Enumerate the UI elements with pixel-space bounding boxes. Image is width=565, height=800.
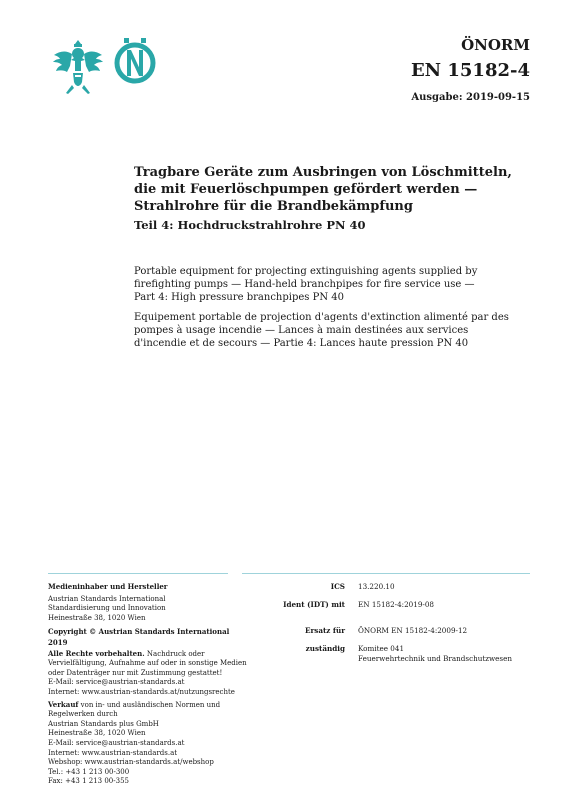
- sales-bold: Verkauf: [48, 699, 79, 709]
- english-title-line: Part 4: High pressure branchpipes PN 40: [134, 292, 344, 303]
- committee-name: Feuerwehrtechnik und Brandschutzwesen: [358, 653, 513, 663]
- french-title-line: pompes à usage incendie — Lances à main destinées aux services: [134, 325, 469, 336]
- contact-email: E-Mail: service@austrian-standards.at: [48, 678, 185, 687]
- publisher-line: Standardisierung und Innovation: [48, 604, 166, 613]
- french-title-line: d'incendie et de secours — Partie 4: Lances haute pression PN 40: [134, 338, 469, 349]
- ident-label: Ident (IDT) mit: [283, 600, 345, 609]
- english-title-line: Portable equipment for projecting extinguishing agents supplied by: [134, 266, 478, 277]
- standard-label: ÖNORM: [461, 36, 530, 54]
- german-part-title: Teil 4: Hochdruckstrahlrohre PN 40: [134, 218, 366, 232]
- sales-text: von in- und ausländischen Normen und Regelwerken durch: [48, 700, 221, 719]
- ersatz-label: Ersatz für: [305, 626, 345, 635]
- ics-value: 13.220.10: [358, 582, 395, 591]
- sales-line: Fax: +43 1 213 00-355: [48, 777, 129, 786]
- publisher-heading: Medieninhaber und Hersteller: [48, 582, 168, 591]
- sales-line: Heinestraße 38, 1020 Wien: [48, 729, 146, 738]
- ersatz-value: ÖNORM EN 15182-4:2009-12: [358, 626, 468, 635]
- onorm-logo: [111, 36, 159, 86]
- title-block: [134, 164, 534, 232]
- edition-date: Ausgabe: 2019-09-15: [411, 92, 530, 103]
- french-title-line: Equipement portable de projection d'agents d'extinction alimenté par des: [134, 312, 509, 323]
- sales-line: Internet: www.austrian-standards.at: [48, 748, 178, 757]
- sales-line: Austrian Standards plus GmbH: [48, 719, 159, 728]
- standard-number: EN 15182-4: [410, 60, 530, 81]
- sales-line: E-Mail: service@austrian-standards.at: [48, 738, 185, 747]
- contact-url: Internet: www.austrian-standards.at/nutzungsrechte: [48, 687, 235, 696]
- publisher-line: Heinestraße 38, 1020 Wien: [48, 613, 146, 622]
- austrian-eagle-logo: [50, 38, 106, 96]
- english-title-line: firefighting pumps — Hand-held branchpipes for fire service use —: [134, 279, 475, 290]
- ics-label: ICS: [330, 582, 345, 591]
- rights-text: Nachdruck oder Vervielfältigung, Aufnahme auf oder in sonstige Medien oder Datenträger nur mit Zustimmung gestattet!: [48, 649, 247, 677]
- publisher-block: [48, 582, 248, 787]
- divider-right: [242, 573, 530, 574]
- publisher-line: Austrian Standards International: [48, 594, 166, 603]
- copyright-line: Copyright © Austrian Standards International 2019: [48, 627, 230, 647]
- committee-number: Komitee 041: [358, 644, 405, 653]
- german-title: Tragbare Geräte zum Ausbringen von Löschmitteln, die mit Feuerlöschpumpen gefördert werden — Strahlrohre für die Brandbekämpfung: [134, 165, 512, 214]
- rights-bold: Alle Rechte vorbehalten.: [48, 648, 145, 658]
- zustaendig-label: zuständig: [305, 644, 345, 653]
- zustaendig-value: [358, 644, 512, 663]
- sales-line: Webshop: www.austrian-standards.at/webshop: [48, 758, 214, 767]
- divider-left: [48, 573, 228, 574]
- ident-value: EN 15182-4:2019-08: [358, 600, 434, 609]
- sales-line: Tel.: +43 1 213 00-300: [48, 767, 130, 776]
